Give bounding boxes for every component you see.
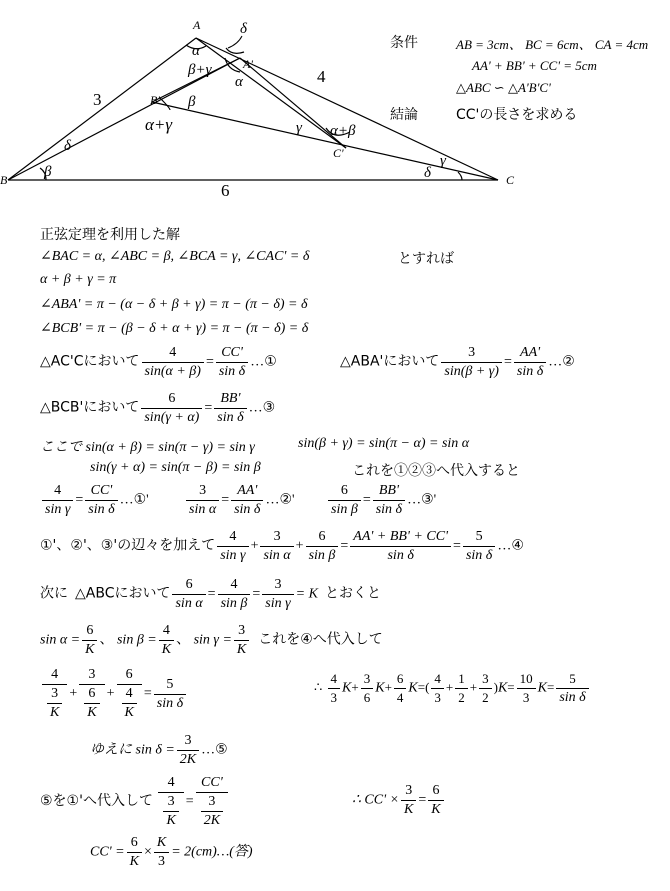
substitute-note: これを①②③へ代入すると (352, 464, 520, 479)
substituted-equation: $\frac{4}{\frac{3}{K}}$ + $\frac{3}{\frac{6}{K}}$ + $\frac{6}{\frac{4}{K}}$ = $\frac{5}{\text{sin δ}}$ (40, 666, 188, 722)
vertex-a: A (193, 18, 201, 32)
condition-line-1: AB = 3cm、 BC = 6cm、 CA = 4cm (456, 37, 649, 52)
sines-in-k: sin α = $\frac{6}{K}$ 、 sin β = $\frac{4}{K}$ 、 sin γ = $\frac{3}{K}$ これを④へ代入して (40, 623, 383, 657)
conclusion-text: CC'の長さを求める (456, 107, 578, 123)
answer: CC' = $\frac{6}{K}$ × $\frac{K}{3}$ = 2(cm)…(答) (90, 835, 253, 869)
svg-text:α: α (192, 43, 200, 59)
prime-eq-1: $\frac{4}{\text{sin γ}}$ = $\frac{CC'}{\text{sin δ}}$ …①' (40, 482, 149, 519)
k-calculation: ∴ $\frac{4}{3}$ K+ $\frac{3}{6}$ K+ $\frac{6}{4}$ K=( $\frac{4}{3}$ + $\frac{1}{2}$ + $\frac{3}{2}$ )K= $\frac{10}{3}$ K= $\frac{5}{\text{sin δ}}$ (314, 670, 591, 707)
law-sines-1: △AC'Cにおいて $\frac{4}{\sin(\alpha + \beta)}$ = $\frac{CC'}{\text{sin δ}}$ …① (40, 345, 277, 379)
side-bc-label: 6 (221, 181, 230, 200)
sum-equation: ①'、②'、③'の辺々を加えて $\frac{4}{\text{sin γ}}$ + $\frac{3}{\text{sin α}}$ + $\frac{6}{\text{sin β}}$ = $\frac{AA' + BB' + CC'}{\text{sin δ}}$ = $\frac{5}{\text{sin δ}}$ …④ (40, 529, 524, 563)
svg-text:β: β (44, 164, 52, 180)
identity-3: sin(γ + α) = sin(π − β) = sin β (90, 460, 261, 475)
svg-text:α: α (235, 74, 243, 90)
definitions-tail: とすれば (398, 252, 454, 267)
svg-text:δ: δ (424, 165, 431, 181)
identity-1: ここで sin(α + β) = sin(π − γ) = sin γ (40, 440, 255, 455)
svg-text:β: β (188, 94, 196, 110)
identity-2: sin(β + γ) = sin(π − α) = sin α (298, 436, 470, 451)
law-sines-2: △ABA'において $\frac{3}{\sin(\beta + \gamma)}$ = $\frac{AA'}{\text{sin δ}}$ …② (340, 345, 575, 379)
svg-text:γ: γ (296, 120, 302, 136)
k-definition: 次に △ABCにおいて $\frac{6}{\text{sin α}}$ = $\frac{4}{\text{sin β}}$ = $\frac{3}{\text{sin γ}}$ = K とおくと (40, 577, 381, 611)
solution (40, 220, 670, 880)
cc-product: ∴ CC' × $\frac{3}{K}$ = $\frac{6}{K}$ (352, 782, 446, 819)
side-ab-label: 3 (93, 90, 102, 109)
svg-text:α+β: α+β (330, 123, 356, 139)
definitions-line: ∠BAC = α, ∠ABC = β, ∠BCA = γ, ∠CAC' = δ (40, 249, 310, 264)
law-sines-3: △BCB'において $\frac{6}{\sin(\gamma + \alpha)}$ = $\frac{BB'}{\text{sin δ}}$ …③ (40, 391, 276, 425)
vertex-c: C (506, 173, 515, 187)
svg-text:γ: γ (440, 153, 446, 169)
condition-line-2: AA' + BB' + CC' = 5cm (472, 58, 597, 73)
svg-text:δ: δ (240, 21, 247, 37)
svg-text:δ: δ (64, 138, 71, 154)
conclusion-heading: 結論 (390, 107, 418, 123)
condition-line-3: △ABC ∽ △A'B'C' (456, 80, 551, 95)
solution-title: 正弦定理を利用した解 (40, 228, 180, 243)
angle-bcb-line: ∠BCB' = π − (β − δ + α + γ) = π − (π − δ) = δ (40, 321, 309, 336)
prime-eq-3: $\frac{6}{\text{sin β}}$ = $\frac{BB'}{\text{sin δ}}$ …③' (326, 482, 436, 519)
vertex-a1: A' (243, 57, 253, 71)
condition-heading: 条件 (390, 35, 418, 51)
svg-text:β+γ: β+γ (188, 62, 212, 78)
vertex-b1: B' (150, 93, 160, 107)
sin-delta-result: ゆえに sin δ = $\frac{3}{2K}$ …⑤ (90, 733, 228, 767)
prime-eq-2: $\frac{3}{\text{sin α}}$ = $\frac{AA'}{\text{sin δ}}$ …②' (184, 482, 295, 519)
vertex-b: B (0, 173, 8, 187)
vertex-c1: C' (333, 146, 344, 160)
side-ac-label: 4 (317, 67, 326, 86)
angle-aba-line: ∠ABA' = π − (α − δ + β + γ) = π − (π − δ) = δ (40, 297, 308, 312)
angle-sum-line: α + β + γ = π (40, 272, 117, 287)
final-substitution: ⑤を①'へ代入して $\frac{4}{\frac{3}{K}}$ = $\frac{CC'}{\frac{3}{2K}}$ (40, 774, 230, 830)
svg-text:α+γ: α+γ (145, 115, 173, 134)
